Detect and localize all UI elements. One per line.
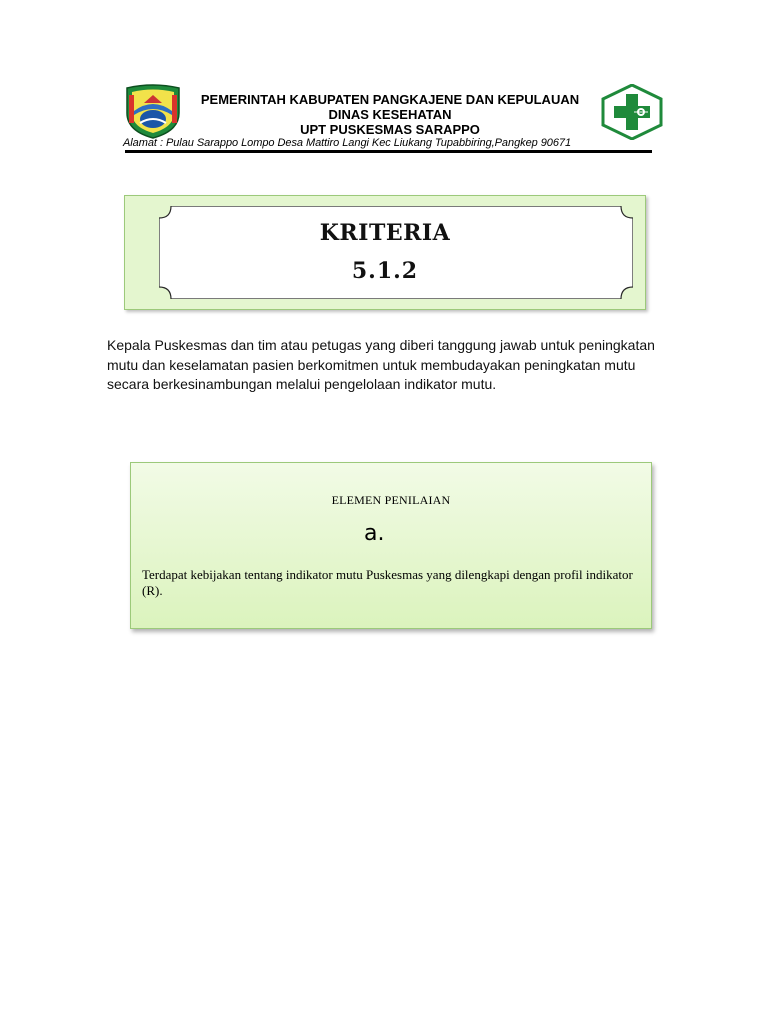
puskesmas-hexagon-cross-icon <box>601 84 663 140</box>
elemen-item-text: Terdapat kebijakan tentang indikator mutu Puskesmas yang dilengkapi dengan profil indikator (R). <box>142 567 633 598</box>
letterhead <box>0 0 768 160</box>
letterhead-government: PEMERINTAH KABUPATEN PANGKAJENE DAN KEPULAUAN <box>200 92 580 107</box>
kriteria-box <box>124 195 646 310</box>
elemen-penilaian-panel <box>130 462 652 629</box>
letterhead-address: Alamat : Pulau Sarappo Lompo Desa Mattiro Langi Kec Liukang Tupabbiring,Pangkep 90671 <box>123 137 572 149</box>
regency-shield-emblem-icon <box>124 83 182 139</box>
elemen-heading: ELEMEN PENILAIAN <box>331 493 451 507</box>
standard-description: Kepala Puskesmas dan tim atau petugas yang diberi tanggung jawab untuk peningkatan mutu dan keselamatan pasien berkomitmen untuk membudayakan peningkatan mutu secara berkesinambungan melalui pengelolaan indikator mutu. <box>107 337 655 392</box>
elemen-item-letter: a. <box>364 521 385 546</box>
letterhead-divider <box>125 150 652 153</box>
kriteria-title: KRITERIA <box>319 220 451 246</box>
kriteria-number: 5.1.2 <box>351 258 419 284</box>
letterhead-unit: UPT PUSKESMAS SARAPPO <box>300 122 480 137</box>
letterhead-department: DINAS KESEHATAN <box>328 107 452 122</box>
